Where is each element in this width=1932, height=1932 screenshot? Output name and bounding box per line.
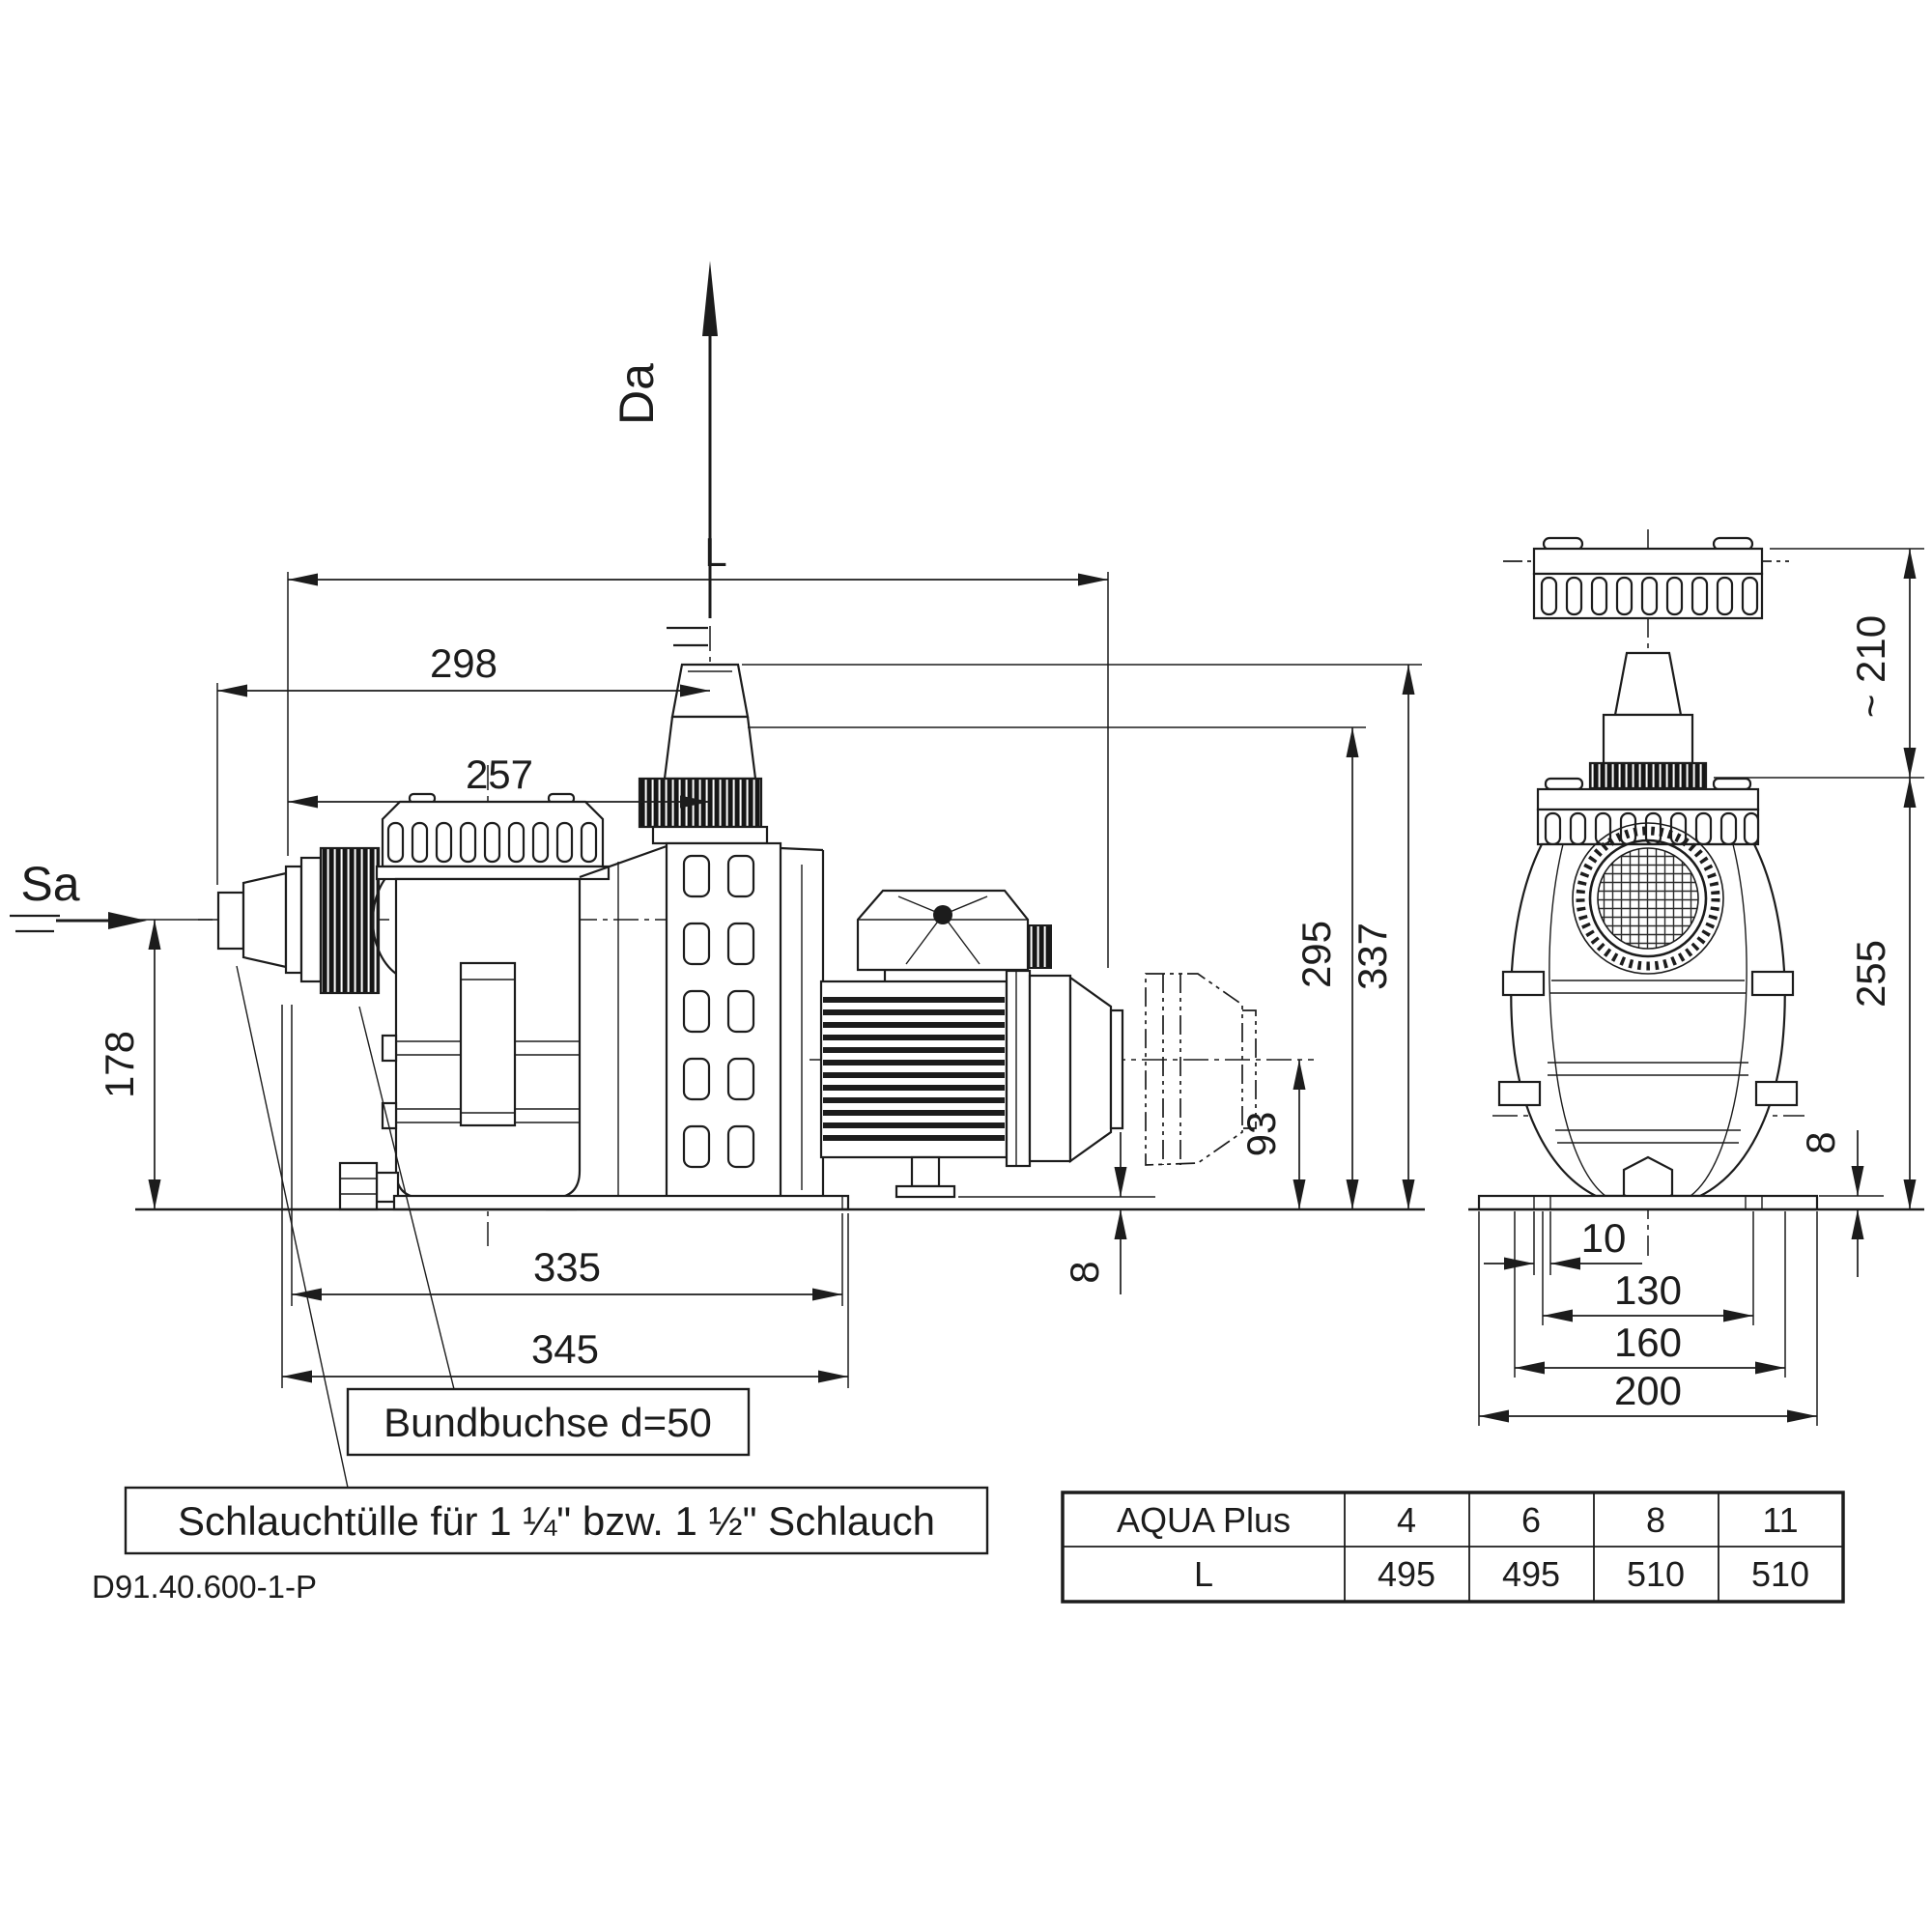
dim-93-label: 93 xyxy=(1238,1111,1284,1157)
dim-160-label: 160 xyxy=(1613,1320,1683,1365)
drain-plug-side xyxy=(340,1163,398,1209)
dim-337-label: 337 xyxy=(1350,922,1395,991)
suction-hose-barb xyxy=(218,858,321,981)
discharge-flow-symbol xyxy=(610,261,718,645)
suction-flow-symbol xyxy=(10,857,147,931)
dim-295-label: 295 xyxy=(1293,920,1339,989)
lid-ring-front xyxy=(1538,779,1758,844)
dim-257-label: 257 xyxy=(465,752,534,797)
dim-298-label: 298 xyxy=(429,640,498,686)
table-L-6: 495 xyxy=(1501,1554,1561,1594)
dim-335-label: 335 xyxy=(532,1244,602,1290)
dimension-93 xyxy=(1238,1060,1299,1209)
strainer-lid xyxy=(377,794,609,879)
dim-255-label: 255 xyxy=(1848,939,1893,1009)
suction-label: Sa xyxy=(20,857,80,911)
base-plate-side xyxy=(394,1196,848,1209)
dim-L-label: L xyxy=(704,529,727,575)
cable-gland xyxy=(1028,925,1051,968)
callout-bushing-label: Bundbuchse d=50 xyxy=(384,1400,712,1445)
table-L-4: 495 xyxy=(1377,1554,1436,1594)
motor xyxy=(821,981,1007,1197)
table-row-L: L xyxy=(1193,1554,1214,1594)
terminal-box-screw xyxy=(933,905,952,924)
callout-hose-label: Schlauchtülle für 1 ¼" bzw. 1 ½" Schlauch xyxy=(178,1498,935,1544)
table-L-8: 510 xyxy=(1626,1554,1686,1594)
motor-end-bell xyxy=(1007,971,1122,1166)
clamp-column xyxy=(461,963,515,1125)
table-series-name: AQUA Plus xyxy=(1116,1500,1292,1540)
front-view xyxy=(1468,529,1924,1426)
dim-210-label: ~ 210 xyxy=(1848,614,1893,719)
table-model-8: 8 xyxy=(1645,1500,1666,1540)
drawing-code: D91.40.600-1-P xyxy=(92,1569,317,1605)
dim-130-label: 130 xyxy=(1613,1267,1683,1313)
table-model-6: 6 xyxy=(1520,1500,1542,1540)
table-L-11: 510 xyxy=(1750,1554,1810,1594)
dim-345-label: 345 xyxy=(530,1326,600,1372)
handwheel xyxy=(1534,538,1762,618)
table-model-11: 11 xyxy=(1762,1500,1799,1540)
strainer-body xyxy=(383,846,667,1209)
dim-200-label: 200 xyxy=(1613,1368,1683,1413)
table-model-4: 4 xyxy=(1396,1500,1417,1540)
union-nut xyxy=(321,848,379,993)
terminal-box xyxy=(858,891,1051,983)
side-view xyxy=(10,261,1425,1605)
volute-bracket xyxy=(667,843,823,1203)
dimension-178 xyxy=(97,920,213,1209)
base-plate-front xyxy=(1479,1196,1817,1209)
size-table xyxy=(1063,1492,1843,1602)
dimension-10 xyxy=(1484,1211,1642,1275)
discharge-cone-front xyxy=(1590,653,1706,788)
dim-178-label: 178 xyxy=(97,1030,142,1099)
discharge-label: Da xyxy=(610,363,664,425)
dim-8-front-label: 8 xyxy=(1798,1131,1843,1154)
dim-8-side-label: 8 xyxy=(1062,1261,1107,1284)
dim-10-label: 10 xyxy=(1580,1215,1627,1261)
